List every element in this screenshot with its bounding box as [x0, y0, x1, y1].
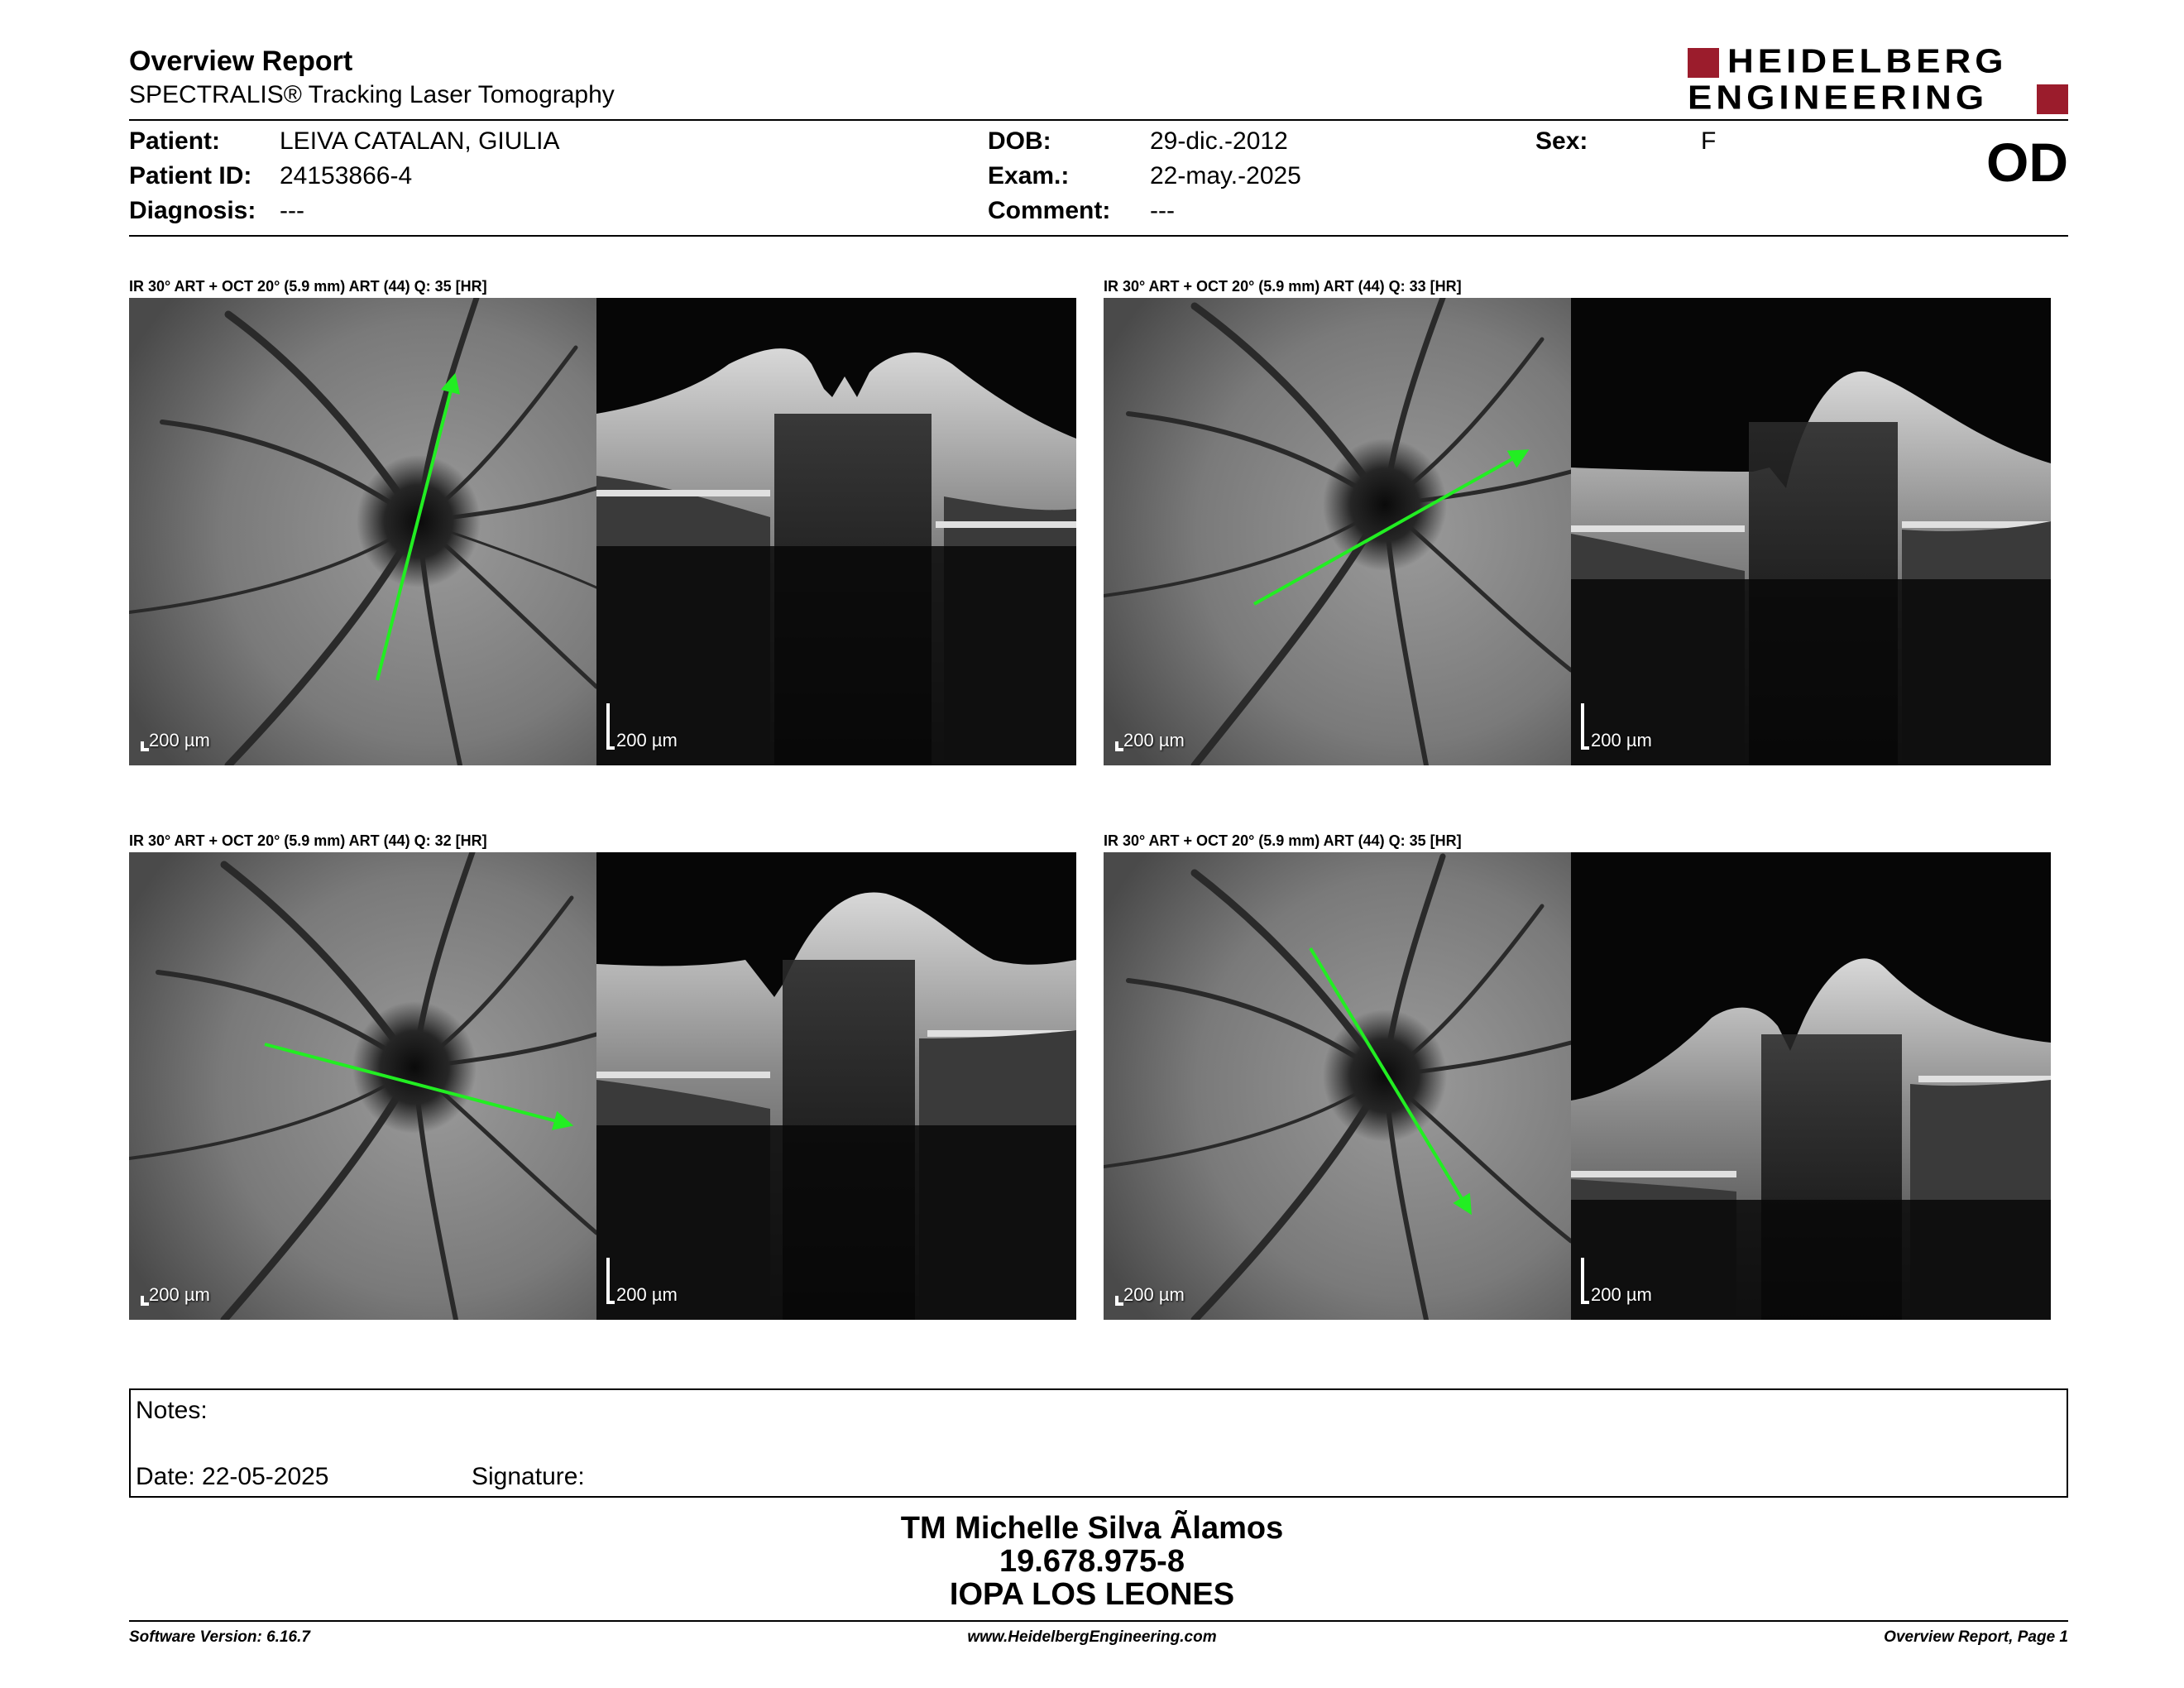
sex-value: F [1701, 127, 1717, 155]
scan-panel [129, 298, 1076, 765]
logo-square-icon [1688, 48, 1719, 78]
software-version: Software Version: 6.16.7 [129, 1628, 310, 1646]
signature-label: Signature: [472, 1463, 585, 1490]
scale-bar [606, 703, 615, 750]
date-label: Date: 22-05-2025 [136, 1463, 329, 1490]
sex-label: Sex: [1535, 127, 1588, 155]
scan-panel [1104, 852, 2051, 1320]
fundus-scale-label: 200 µm [1123, 730, 1185, 750]
scale-bar [141, 741, 149, 751]
dob-value: 29-dic.-2012 [1150, 127, 1288, 155]
notes-label: Notes: [136, 1397, 208, 1424]
page-label: Overview Report, Page 1 [1884, 1628, 2068, 1646]
fundus-scale-label: 200 µm [149, 730, 210, 750]
scale-bar [1581, 703, 1589, 750]
oct-scale-label: 200 µm [616, 730, 678, 750]
dob-label: DOB: [988, 127, 1051, 155]
signer-rut: 19.678.975-8 [999, 1544, 1185, 1579]
oct-scale-label: 200 µm [616, 1284, 678, 1305]
oct-bscan [1571, 852, 2051, 1320]
exam-label: Exam.: [988, 162, 1070, 189]
comment-label: Comment: [988, 197, 1111, 224]
fundus-image [129, 852, 596, 1320]
diagnosis-label: Diagnosis: [129, 197, 256, 224]
logo-square-icon [2037, 84, 2068, 114]
scale-bar [141, 1296, 149, 1306]
scan-caption: IR 30° ART + OCT 20° (5.9 mm) ART (44) Q: 32 [HR] [129, 832, 487, 849]
exam-value: 22-may.-2025 [1150, 162, 1301, 189]
signer-institution: IOPA LOS LEONES [949, 1577, 1235, 1612]
oct-bscan [596, 298, 1076, 765]
comment-value: --- [1150, 197, 1175, 224]
fundus-scale-label: 200 µm [149, 1284, 210, 1305]
scale-bar [606, 1258, 615, 1304]
fundus-image [1104, 852, 1571, 1320]
scan-panel [129, 852, 1076, 1320]
patient-id-label: Patient ID: [129, 162, 252, 189]
scan-caption: IR 30° ART + OCT 20° (5.9 mm) ART (44) Q: 35 [HR] [129, 278, 487, 295]
scale-bar [1115, 1296, 1123, 1306]
eye-indicator: OD [1986, 132, 2068, 193]
website-link[interactable]: www.HeidelbergEngineering.com [967, 1628, 1217, 1646]
scan-panel [1104, 298, 2051, 765]
fundus-image [1104, 298, 1571, 765]
footer-divider [129, 1620, 2068, 1622]
header-divider [129, 119, 2068, 121]
logo-line2: ENGINEERING [1688, 79, 1989, 117]
scale-bar [1115, 741, 1123, 751]
oct-bscan [1571, 298, 2051, 765]
scan-caption: IR 30° ART + OCT 20° (5.9 mm) ART (44) Q: 33 [HR] [1104, 278, 1462, 295]
oct-scale-label: 200 µm [1591, 730, 1652, 750]
diagnosis-value: --- [280, 197, 304, 224]
report-title: Overview Report [129, 46, 353, 77]
signer-name: TM Michelle Silva Ãlamos [900, 1511, 1284, 1546]
oct-bscan [596, 852, 1076, 1320]
patient-name: LEIVA CATALAN, GIULIA [280, 127, 560, 155]
fundus-scale-label: 200 µm [1123, 1284, 1185, 1305]
oct-scale-label: 200 µm [1591, 1284, 1652, 1305]
heidelberg-logo [1688, 42, 2068, 117]
notes-box [129, 1388, 2068, 1498]
scan-caption: IR 30° ART + OCT 20° (5.9 mm) ART (44) Q: 35 [HR] [1104, 832, 1462, 849]
patient-divider [129, 235, 2068, 237]
patient-label: Patient: [129, 127, 221, 155]
fundus-image [129, 298, 596, 765]
report-subtitle: SPECTRALIS® Tracking Laser Tomography [129, 81, 615, 108]
patient-id: 24153866-4 [280, 162, 413, 189]
logo-line1: HEIDELBERG [1727, 42, 2008, 80]
scale-bar [1581, 1258, 1589, 1304]
